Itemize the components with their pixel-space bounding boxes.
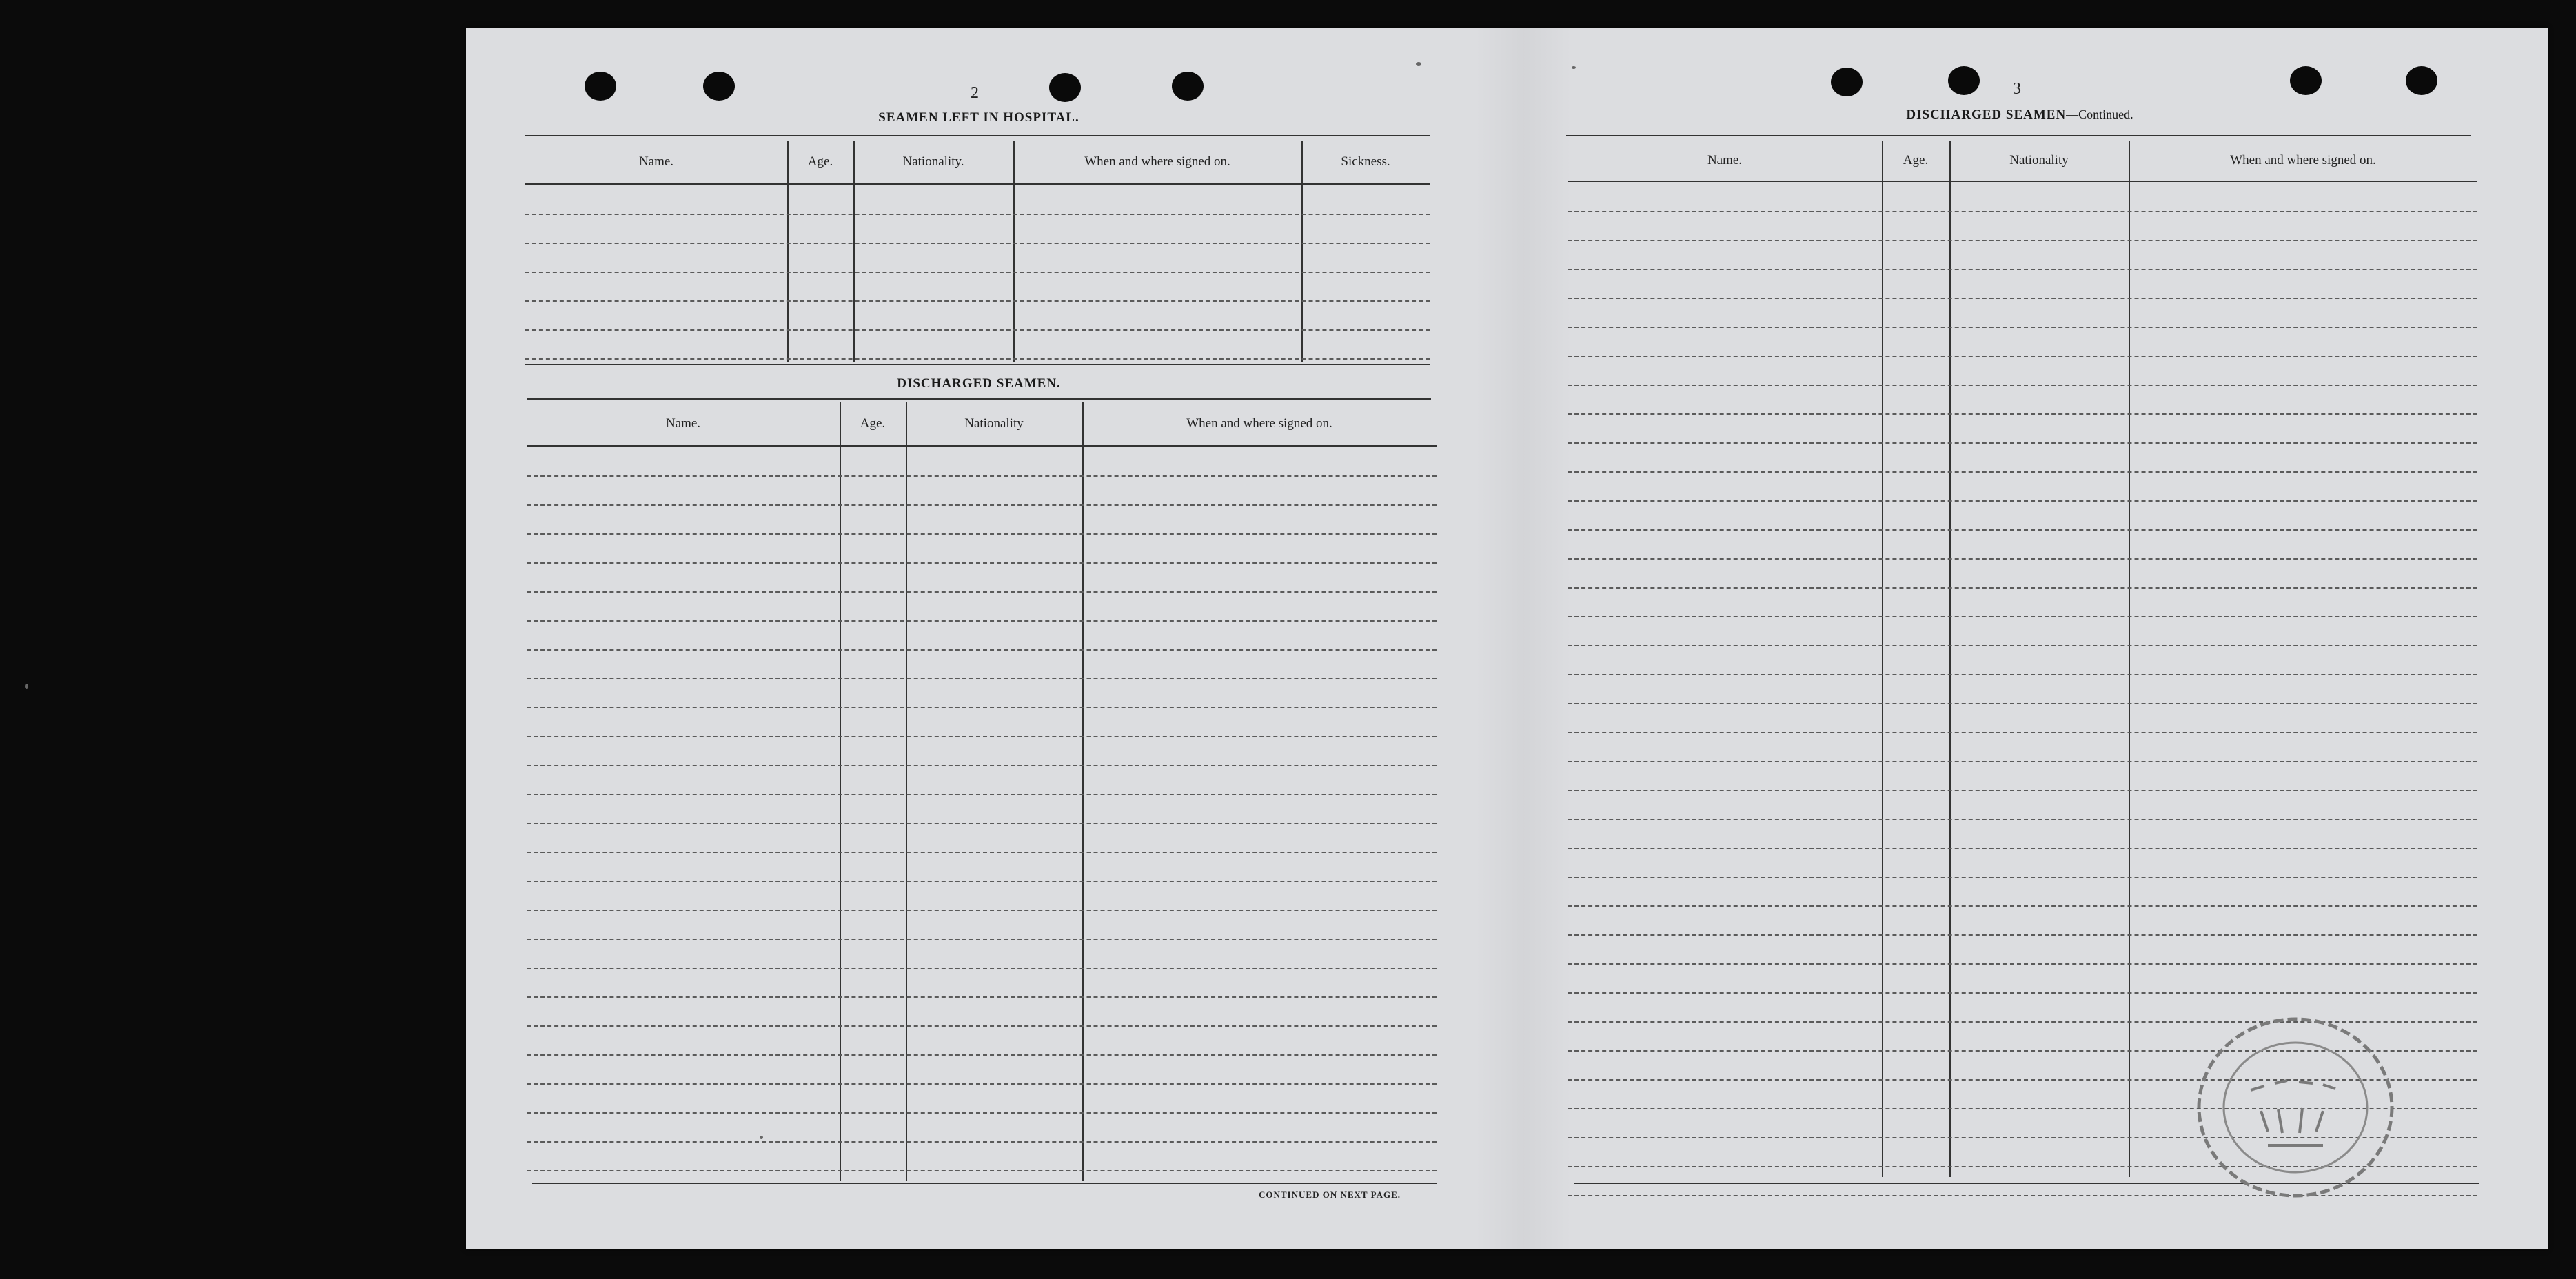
section-title-discharged-continued — [1806, 108, 2233, 123]
ruled-entry-line — [1568, 616, 2477, 617]
ruled-entry-line — [527, 533, 1437, 535]
column-header-age: Age. — [807, 154, 833, 169]
ruled-entry-line — [1568, 645, 2477, 646]
ruled-entry-line — [525, 358, 1430, 360]
table-header — [525, 141, 1430, 185]
ruled-entry-line — [1568, 674, 2477, 675]
top-rule — [525, 135, 1430, 136]
binder-hole — [585, 72, 616, 101]
column-header-nationality: Nationality — [964, 416, 1024, 431]
ruled-entry-line — [1568, 963, 2477, 965]
ruled-entry-line — [1568, 471, 2477, 473]
column-header-sickness: Sickness. — [1341, 154, 1390, 169]
ruled-entry-line — [527, 996, 1437, 998]
ruled-entry-line — [527, 562, 1437, 564]
column-header-name: Name. — [1707, 153, 1743, 167]
continued-note: CONTINUED ON NEXT PAGE. — [1259, 1189, 1401, 1200]
ruled-entry-line — [527, 504, 1437, 506]
column-header-name: Name. — [665, 416, 701, 431]
binder-hole — [2290, 66, 2322, 95]
ruled-entry-line — [1568, 819, 2477, 820]
hospital-table — [525, 141, 1430, 362]
ruled-entry-line — [1568, 442, 2477, 444]
ruled-entry-line — [1568, 934, 2477, 936]
ruled-entry-line — [527, 1083, 1437, 1085]
paper-speck — [25, 684, 28, 689]
ruled-entry-line — [1568, 269, 2477, 270]
column-header-signed-on: When and where signed on. — [1084, 154, 1230, 169]
ruled-entry-line — [1568, 992, 2477, 994]
ruled-entry-line — [525, 243, 1430, 244]
ruled-entry-line — [525, 329, 1430, 331]
ruled-entry-line — [1568, 790, 2477, 791]
ruled-entry-line — [1568, 558, 2477, 560]
binder-hole — [1172, 72, 1204, 101]
ruled-entry-line — [527, 1025, 1437, 1027]
ruled-entry-line — [527, 620, 1437, 622]
ruled-entry-line — [1568, 761, 2477, 762]
page-number-left: 2 — [971, 84, 979, 102]
ruled-entry-line — [527, 649, 1437, 651]
ruled-entry-line — [1568, 732, 2477, 733]
section-title-hospital: SEAMEN LEFT IN HOSPITAL. — [878, 110, 1079, 125]
ruled-entry-line — [1568, 356, 2477, 357]
ruled-entry-line — [525, 272, 1430, 273]
ruled-entry-line — [1568, 587, 2477, 589]
column-header-nationality: Nationality — [2009, 153, 2069, 167]
binder-hole — [703, 72, 735, 101]
ruled-entry-line — [527, 736, 1437, 737]
column-header-signed-on: When and where signed on. — [1186, 416, 1332, 431]
column-divider — [840, 402, 841, 1181]
discharged-table — [527, 402, 1437, 1181]
ruled-entry-line — [527, 1112, 1437, 1114]
ruled-entry-line — [527, 852, 1437, 853]
column-header-signed-on: When and where signed on. — [2230, 153, 2376, 167]
ruled-entry-line — [527, 968, 1437, 969]
top-rule — [1566, 135, 2471, 136]
ruled-entry-line — [527, 707, 1437, 708]
paper-speck — [1416, 62, 1421, 66]
ruled-entry-line — [1568, 413, 2477, 415]
ruled-entry-line — [527, 910, 1437, 911]
column-header-age: Age. — [860, 416, 886, 431]
ruled-entry-line — [527, 591, 1437, 593]
discharged-bottom-rule — [532, 1183, 1437, 1184]
table-header — [527, 402, 1437, 447]
table-header — [1568, 141, 2477, 182]
ruled-entry-line — [527, 475, 1437, 477]
paper-speck — [760, 1136, 763, 1139]
ruled-entry-line — [525, 300, 1430, 302]
ruled-entry-line — [1568, 385, 2477, 386]
ruled-entry-line — [1568, 327, 2477, 328]
ruled-entry-line — [527, 1141, 1437, 1143]
page-number-right: 3 — [2013, 80, 2021, 98]
binder-hole — [2406, 66, 2437, 95]
ruled-entry-line — [1568, 703, 2477, 704]
binder-hole — [1948, 66, 1980, 95]
hospital-bottom-rule — [525, 364, 1430, 365]
discharged-top-rule — [527, 398, 1431, 400]
ruled-entry-line — [527, 1170, 1437, 1171]
ruled-entry-line — [527, 939, 1437, 940]
ruled-entry-line — [1568, 848, 2477, 849]
binder-hole — [1831, 68, 1863, 96]
column-header-nationality: Nationality. — [902, 154, 964, 169]
column-header-age: Age. — [1903, 153, 1929, 167]
page-gutter — [1475, 28, 1572, 1249]
paper-speck — [1572, 66, 1576, 69]
ruled-entry-line — [1568, 500, 2477, 502]
ruled-entry-line — [1568, 298, 2477, 299]
title-sub: —Continued. — [2066, 108, 2133, 121]
title-main: DISCHARGED SEAMEN — [1906, 108, 2067, 122]
ruled-entry-line — [527, 678, 1437, 679]
column-header-name: Name. — [638, 154, 674, 169]
ruled-entry-line — [527, 881, 1437, 882]
circular-ink-stamp — [2185, 1007, 2406, 1207]
ruled-entry-line — [527, 794, 1437, 795]
ruled-entry-line — [527, 1054, 1437, 1056]
column-divider — [1082, 402, 1084, 1181]
ruled-entry-line — [1568, 211, 2477, 212]
ruled-entry-line — [527, 823, 1437, 824]
ruled-entry-line — [525, 214, 1430, 215]
ruled-entry-line — [1568, 877, 2477, 878]
ruled-entry-line — [527, 765, 1437, 766]
section-title-discharged: DISCHARGED SEAMEN. — [897, 376, 1061, 391]
binder-hole — [1049, 73, 1081, 102]
ruled-entry-line — [1568, 905, 2477, 907]
column-divider — [906, 402, 907, 1181]
ruled-entry-line — [1568, 529, 2477, 531]
ruled-entry-line — [1568, 240, 2477, 241]
